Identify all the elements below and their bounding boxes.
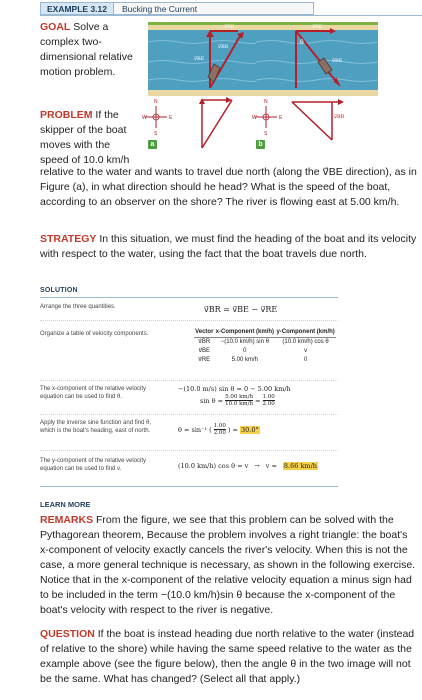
step-1-equation: v⃗BR = v⃗BE − v⃗RE bbox=[204, 305, 278, 314]
step-5-answer: 8.66 km/h bbox=[283, 462, 317, 470]
problem-text-a: If the skipper of the boat moves with the speed of 10.0 km/h bbox=[40, 109, 130, 166]
step-5-eq: (10.0 km/h) cos θ = v → v = 8.66 km/h bbox=[178, 462, 317, 470]
table-row: v⃗RE 5.00 km/h 0 bbox=[198, 357, 308, 363]
figure-a-illustration bbox=[142, 22, 270, 150]
far-grass bbox=[148, 22, 270, 25]
svg-text:v⃗RE: v⃗RE bbox=[312, 24, 323, 30]
header-rule bbox=[40, 15, 422, 16]
example-title: Bucking the Current bbox=[114, 2, 314, 15]
goal-text: Solve a complex two-dimensional relative motion problem. bbox=[40, 21, 133, 78]
problem-heading: PROBLEM bbox=[40, 109, 93, 121]
table-header-vector: Vector bbox=[194, 328, 214, 338]
svg-text:v⃗BR: v⃗BR bbox=[334, 114, 345, 120]
vector-triangle-b bbox=[292, 99, 345, 140]
near-bank bbox=[148, 90, 270, 96]
question-section bbox=[40, 627, 418, 687]
table-row: v⃗BE 0 v bbox=[198, 348, 308, 354]
learn-more-link[interactable]: LEARN MORE bbox=[40, 500, 91, 509]
table-header-x: x-Component (km/h) bbox=[214, 328, 275, 338]
question-text: If the boat is instead heading due north relative to the water (instead of relative to the shore) while having the same speed relative to the water as the example above (see the figure below), then the angle θ in the two image will not be the same. What has changed? (Select all that apply.) bbox=[40, 628, 415, 685]
step-3-eq1: −(10.0 m/s) sin θ = 0 − 5.00 km/h bbox=[178, 385, 291, 393]
svg-text:S: S bbox=[154, 131, 158, 137]
step-1-desc: Arrange the three quantities. bbox=[40, 304, 116, 310]
vre-label: v⃗RE bbox=[224, 24, 235, 30]
example-header bbox=[40, 2, 314, 15]
svg-text:W: W bbox=[142, 115, 147, 121]
remarks-section bbox=[40, 513, 418, 618]
svg-text:N: N bbox=[154, 99, 158, 105]
goal-section bbox=[40, 20, 140, 80]
svg-text:N: N bbox=[264, 99, 268, 105]
svg-text:v⃗BE: v⃗BE bbox=[332, 58, 343, 64]
step-3-eq2: sin θ = $\frac{5.00 km/h}{10.0 km/h}$ = $\frac{1.00}{2.00}$ bbox=[200, 394, 275, 407]
step-4-answer: 30.0° bbox=[241, 425, 259, 434]
svg-text:W: W bbox=[252, 115, 257, 121]
svg-text:E: E bbox=[169, 115, 173, 121]
solution-heading: SOLUTION bbox=[40, 287, 78, 294]
table-header-y: y-Component (km/h) bbox=[275, 328, 336, 338]
remarks-text: From the figure, we see that this problem can be solved with the Pythagorean theorem, Because the problem involves a right triangle: the boat's x-component of velocity exactly cancels the river's velocity. When this is not the case, a more general technique is necessary, as shown in the following exercise. Notice that in the x-component of the relative velocity equation a minus sign had to be included in the term −(10.0 km/h)sin θ because the x-component of the boat's velocity with respect to the river is negative. bbox=[40, 514, 416, 616]
figure-b bbox=[252, 22, 378, 150]
compass-rose-b bbox=[252, 99, 283, 137]
figure-a bbox=[142, 22, 270, 150]
question-heading: QUESTION bbox=[40, 628, 95, 640]
strategy-heading: STRATEGY bbox=[40, 233, 97, 245]
figure-b-label: b bbox=[256, 140, 265, 149]
strategy-section bbox=[40, 232, 418, 262]
step-3-desc: The x-component of the relative velocity equation can be used to find θ. bbox=[40, 386, 147, 400]
compass-rose bbox=[142, 99, 173, 137]
problem-text-b: relative to the water and wants to travel due north (along the v⃗BE direction), as in Figure (a), in what direction should he head? What is the speed of the boat, according to an observer on the shore? The river is flowing east at 5.00 km/h. bbox=[40, 166, 417, 208]
step-4-eq: θ = sin⁻¹ ( 1.00 2.00 ) = 30.0° bbox=[178, 423, 259, 436]
svg-text:θ: θ bbox=[300, 39, 304, 46]
goal-heading: GOAL bbox=[40, 21, 71, 33]
problem-section bbox=[40, 108, 140, 168]
example-number: EXAMPLE 3.12 bbox=[40, 2, 114, 15]
vbe-label: v⃗BE bbox=[194, 56, 205, 62]
figure-a-label: a bbox=[148, 140, 157, 149]
table-row: v⃗BR −(10.0 km/h) sin θ (10.0 km/h) cos θ bbox=[198, 339, 329, 345]
figure-b-illustration bbox=[252, 22, 378, 150]
velocity-components-table bbox=[194, 328, 336, 365]
svg-text:S: S bbox=[264, 131, 268, 137]
step-4-desc: Apply the inverse sine function and find θ, which is the boat's heading, east of north. bbox=[40, 420, 152, 434]
solution-section bbox=[40, 287, 422, 493]
vector-triangle-a bbox=[199, 97, 232, 148]
remarks-heading: REMARKS bbox=[40, 514, 94, 526]
strategy-text: In this situation, we must find the heading of the boat and its velocity with respect to the water, using the fact that the boat travels due north. bbox=[40, 233, 417, 260]
step-2-desc: Organize a table of velocity components. bbox=[40, 331, 149, 337]
svg-text:E: E bbox=[279, 115, 283, 121]
step-5-desc: The y-component of the relative velocity equation can be used to find v. bbox=[40, 458, 147, 472]
vbr-label: v⃗BR bbox=[218, 44, 229, 50]
